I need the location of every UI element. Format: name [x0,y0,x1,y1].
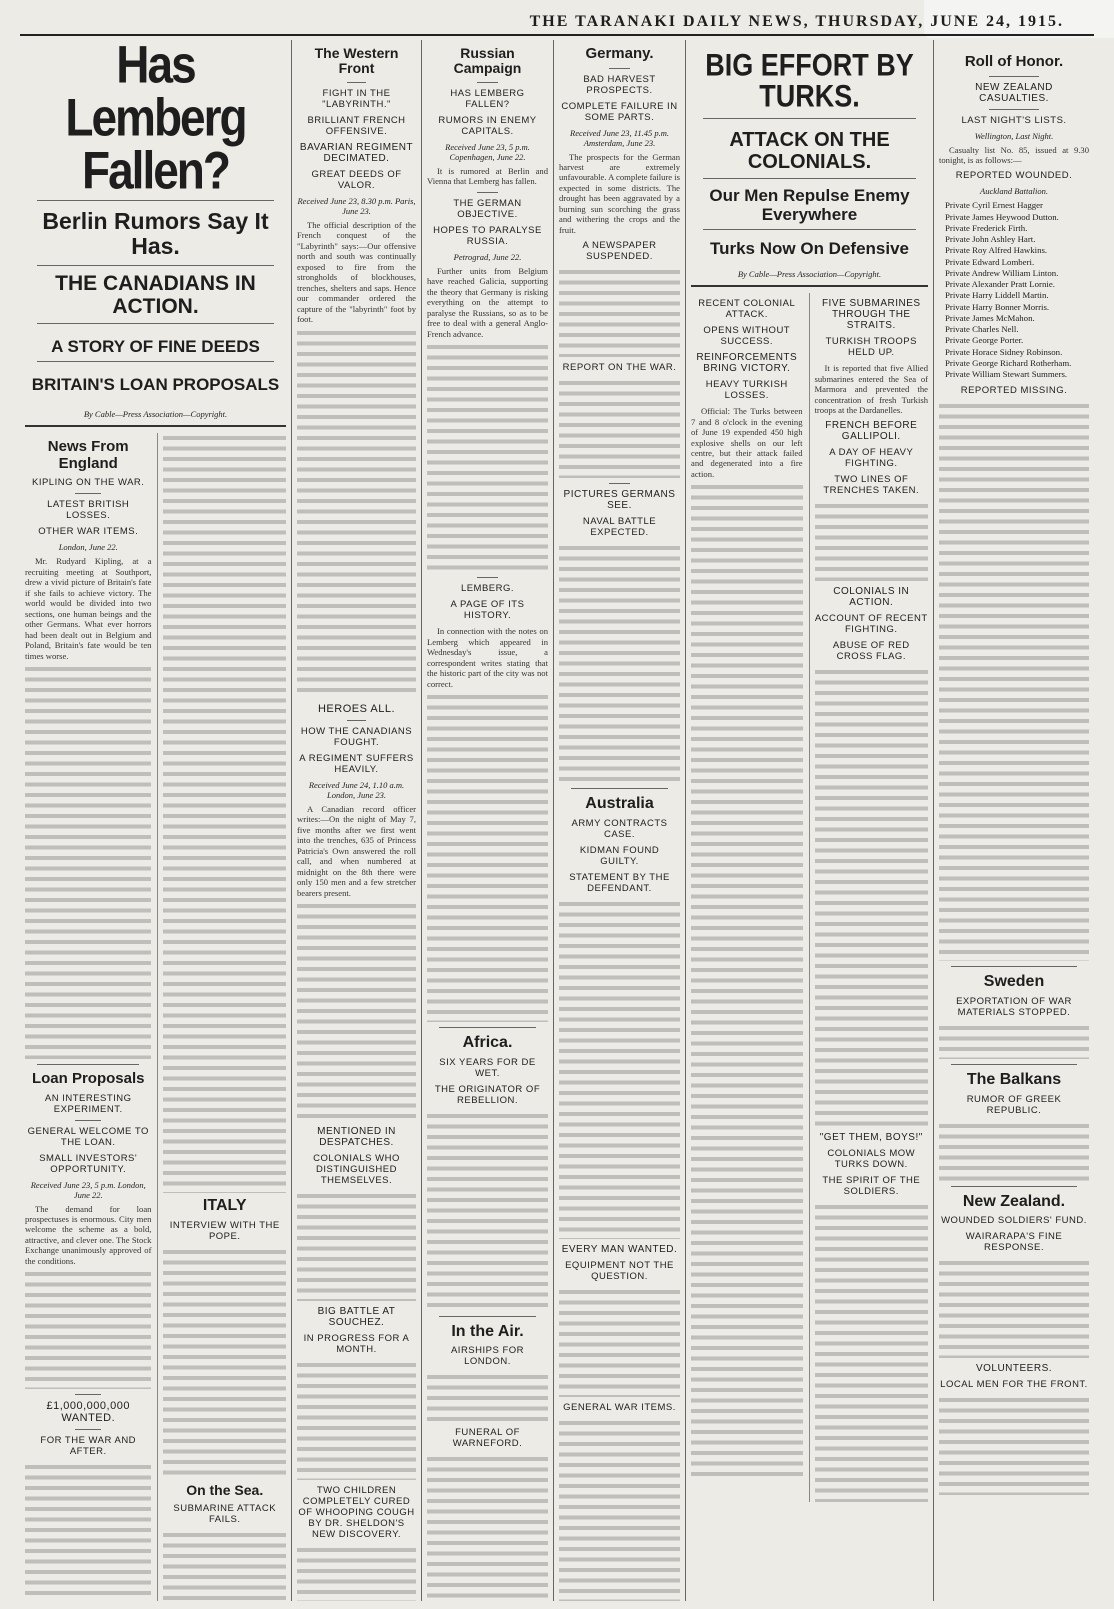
article-paragraph: A Canadian record officer writes:—On the night of May 7, five months after we first went into the trenches, 635 of Princess Patricia's Own answered the roll call, and when numbered at midnight on the 8th there were only 150 men and a few stretcher bearers present. [297,803,416,898]
subhead-heavy-fighting: A DAY OF HEAVY FIGHTING. [829,447,914,470]
subhead-equipment: EQUIPMENT NOT THE QUESTION. [565,1259,674,1282]
article-paragraph: It is rumored at Berlin and Vienna that Lemberg has fallen. [427,165,548,187]
battalion-label: Auckland Battalion. [980,186,1048,197]
text-block [939,1023,1089,1059]
subcolumn-left [691,293,803,1502]
masthead [20,6,1094,36]
article-paragraph: The official description of the French conquest of the "Labyrinth" says:—Our offensive north and south was continually exposed to fire from the strongholds of blockhouses, trenches, shelters and saps. Hence our commander ordered the capture of the "labyrinth" foot by foot. [297,219,416,325]
casualty-name: Private Roy Alfred Hawkins. [945,245,1048,256]
headline-germany: Germany. [585,45,654,62]
subcolumn-left [25,433,151,1601]
article-paragraph: Casualty list No. 85, issued at 9.30 tonight, is as follows:— [939,144,1089,165]
deck-headline-3: A STORY OF FINE DEEDS [51,336,260,356]
subhead-welcome: GENERAL WELCOME TO THE LOAN. [27,1125,149,1148]
article-paragraph: Official: The Turks between 7 and 8 o'clock in the evening of June 19 expended 450 high explosive shells on our left centre, but their attack failed and degenerated into a fire action. [691,406,803,479]
subhead-contracts: ARMY CONTRACTS CASE. [571,817,668,840]
text-block [815,501,928,581]
subhead-regiment: A REGIMENT SUFFERS HEAVILY. [299,752,414,775]
banner-headline: Has Lemberg Fallen? [65,40,246,200]
text-block [559,543,680,783]
subhead-submarines: FIVE SUBMARINES THROUGH THE STRAITS. [821,298,921,332]
subhead-recent-attack: RECENT COLONIAL ATTACK. [698,298,796,321]
text-block [163,1247,286,1477]
subhead-kipling: KIPLING ON THE WAR. [32,477,145,489]
headline-attack-colonials: ATTACK ON THE COLONIALS. [729,129,890,173]
subhead-opens: OPENS WITHOUT SUCCESS. [703,325,791,348]
subhead-reinforcements: REINFORCEMENTS BRING VICTORY. [696,352,798,375]
subhead-red-cross: ABUSE OF RED CROSS FLAG. [832,640,910,663]
text-block [559,1287,680,1397]
casualty-name: Private Andrew William Linton. [945,267,1059,278]
subhead-canadians: HOW THE CANADIANS FOUGHT. [300,725,413,748]
subhead-whooping: TWO CHILDREN COMPLETELY CURED OF WHOOPING COUGH BY DR. SHELDON'S NEW DISCOVERY. [298,1484,415,1540]
subhead-rebellion: THE ORIGINATOR OF REBELLION. [434,1083,541,1106]
headline-russian-campaign: Russian Campaign [453,45,522,77]
text-block [25,1269,151,1389]
subhead-warneford: FUNERAL OF WARNEFORD. [452,1427,523,1450]
subhead-lists: LAST NIGHT'S LISTS. [961,114,1067,126]
dateline: Received June 23, 8.30 p.m. Paris, June 23. [297,195,416,216]
subhead-wairarapa: WAIRARAPA'S FINE RESPONSE. [965,1231,1063,1254]
article-paragraph: Further units from Belgium have reached Galicia, supporting the theory that Germany is risking everything on the attempt to paralyse the Russians, so as to be free to deal with a general Anglo-French advance. [427,265,548,339]
subhead-heroes: HEROES ALL. [317,702,396,715]
text-block [815,1202,928,1502]
article-paragraph: It is reported that five Allied submarines entered the Sea of Marmora and prevented the concentration of fresh Turkish troops at the Dardanelles. [814,363,928,415]
casualty-name: Private James McMahon. [945,312,1035,323]
casualty-name: Private William Stewart Summers. [945,369,1068,380]
subhead-missing: REPORTED MISSING. [960,385,1068,397]
column-turks [686,40,934,1601]
subhead-paralyse: HOPES TO PARALYSE RUSSIA. [433,224,542,247]
headline-on-the-sea: On the Sea. [186,1481,264,1498]
subhead-soldiers-fund: WOUNDED SOLDIERS' FUND. [941,1215,1087,1227]
dateline: Received June 23, 11.45 p.m. Amsterdam, June 23. [570,127,669,148]
subhead-page-history: A PAGE OF ITS HISTORY. [450,599,525,622]
subhead-billion: £1,000,000,000 WANTED. [46,1400,130,1425]
column-roll-of-honor [934,40,1094,1601]
subhead-souchez: BIG BATTLE AT SOUCHEZ. [317,1305,396,1328]
casualty-name: Private George Richard Rotherham. [945,357,1072,368]
casualty-list [939,200,1089,380]
headline-news-from-england: News From England [47,438,129,472]
casualty-name: Private Horace Sidney Robinson. [945,346,1063,357]
subhead-lemberg-history: LEMBERG. [460,583,515,595]
text-block [297,1360,416,1480]
casualty-name: Private George Porter. [945,335,1024,346]
byline: By Cable—Press Association—Copyright. [83,409,228,420]
subhead-naval: NAVAL BATTLE EXPECTED. [582,516,657,539]
subhead-harvest: BAD HARVEST PROSPECTS. [583,73,656,96]
casualty-name: Private Frederick Firth. [945,222,1028,233]
headline-in-the-air: In the Air. [451,1322,524,1340]
text-block [939,1258,1089,1358]
dateline: Wellington, Last Night. [974,130,1054,141]
text-block [427,1454,548,1601]
subhead-newspaper: A NEWSPAPER SUSPENDED. [582,240,657,263]
text-block [559,267,680,357]
subhead-despatches: MENTIONED IN DESPATCHES. [317,1125,396,1148]
subhead-losses: HEAVY TURKISH LOSSES. [705,379,788,402]
subhead-trenches-taken: TWO LINES OF TRENCHES TAKEN. [823,474,920,497]
subhead-pictures: PICTURES GERMANS SEE. [563,489,676,512]
subhead-bavarian: BAVARIAN REGIMENT DECIMATED. [299,141,414,164]
column-russian-campaign [422,40,554,1601]
text-block [559,378,680,478]
subhead-other: OTHER WAR ITEMS. [38,526,139,538]
headline-africa: Africa. [462,1034,513,1052]
headline-loan-proposals: Loan Proposals [31,1070,145,1087]
subhead-exportation: EXPORTATION OF WAR MATERIALS STOPPED. [956,996,1072,1019]
casualty-name: Private Edward Lomberi. [945,256,1035,267]
dateline: Petrograd, June 22. [453,251,522,262]
casualty-name: Private Harry Liddell Martin. [945,290,1049,301]
casualty-name: Private Charles Nell. [945,324,1019,335]
headline-western-front: The Western Front [314,45,399,77]
casualty-name: Private Harry Bonner Morris. [945,301,1050,312]
headline-repulse: Our Men Repulse Enemy Everywhere [709,186,910,224]
subhead-held-up: TURKISH TROOPS HELD UP. [825,336,917,359]
subhead-colonials-action: COLONIALS IN ACTION. [833,586,910,609]
subhead-account: ACCOUNT OF RECENT FIGHTING. [814,613,928,636]
subhead-objective: THE GERMAN OBJECTIVE. [453,197,522,220]
subhead-get-them: "GET THEM, BOYS!" [819,1132,923,1144]
deck-headline-4: BRITAIN'S LOAN PROPOSALS [31,375,280,395]
deck-headline-1: Berlin Rumors Say It Has. [42,208,269,260]
subhead-every-man: EVERY MAN WANTED. [561,1243,678,1255]
subhead-report: REPORT ON THE WAR. [562,362,677,374]
column-lemberg [20,40,292,1601]
subhead-local-men: LOCAL MEN FOR THE FRONT. [940,1379,1088,1391]
subhead-progress: IN PROGRESS FOR A MONTH. [303,1332,410,1355]
subhead-experiment: AN INTERESTING EXPERIMENT. [44,1092,132,1115]
text-block [25,1462,151,1601]
text-block [297,1191,416,1301]
text-block [297,328,416,698]
casualty-name: Private James Heywood Dutton. [945,211,1059,222]
dateline: Received June 23, 5 p.m. Copenhagen, June 22. [445,141,530,162]
subhead-submarine: SUBMARINE ATTACK FAILS. [173,1503,277,1526]
deck-headline-2: THE CANADIANS IN ACTION. [55,271,256,318]
column-western-front [292,40,422,1601]
casualty-name: Private Alexander Pratt Lornie. [945,279,1055,290]
two-column-body [25,433,286,1601]
text-block [559,899,680,1239]
text-block [939,401,1089,961]
headline-sweden: Sweden [983,973,1045,991]
text-block [815,667,928,1127]
subhead-lemberg: HAS LEMBERG FALLEN? [450,87,525,110]
text-block [427,1372,548,1422]
headline-defensive: Turks Now On Defensive [709,239,909,259]
text-block [163,433,286,1193]
headline-big-effort: BIG EFFORT BY TURKS. [705,47,914,114]
subcolumn-right [157,433,286,1601]
dateline: Received June 24, 1.10 a.m. London, June 23. [308,779,405,800]
headline-roll-of-honor: Roll of Honor. [964,53,1064,70]
text-block [939,1121,1089,1181]
subhead-volunteers: VOLUNTEERS. [975,1363,1053,1375]
subhead-french-gallipoli: FRENCH BEFORE GALLIPOLI. [825,420,918,443]
subhead-interview: INTERVIEW WITH THE POPE. [169,1219,280,1242]
subhead-nz-casualties: NEW ZEALAND CASUALTIES. [975,81,1053,104]
dateline: Received June 23, 5 p.m. London, June 22. [30,1179,146,1200]
subhead-mow-down: COLONIALS MOW TURKS DOWN. [827,1148,916,1171]
headline-australia: Australia [585,795,654,813]
subhead-offensive: BRILLIANT FRENCH OFFENSIVE. [307,114,406,137]
two-column-body [691,293,928,1502]
article-paragraph: Mr. Rudyard Kipling, at a recruiting meeting at Southport, drew a vivid picture of Britain's fate if she fails to achieve victory. The world would be divided into two sections, one human beings and the other Germans. What ever horrors had been dealt out in Belgium and Poland, Britain's fate would be ten times worse. [25,556,152,661]
subhead-valor: GREAT DEEDS OF VALOR. [311,168,402,191]
subhead-statement: STATEMENT BY THE DEFENDANT. [569,871,670,894]
article-paragraph: In connection with the notes on Lemberg which appeared in Wednesday's issue, a correspondent writes stating that the historic part of the city was not correct. [427,626,548,689]
masthead-text: THE TARANAKI DAILY NEWS, THURSDAY, JUNE 24, 1915. [529,13,1064,30]
subhead-colonials: COLONIALS WHO DISTINGUISHED THEMSELVES. [313,1152,400,1186]
text-block [297,1545,416,1601]
subhead-greek-republic: RUMOR OF GREEK REPUBLIC. [966,1093,1062,1116]
subhead-airships: AIRSHIPS FOR LONDON. [450,1345,525,1368]
text-block [427,1111,548,1311]
subhead-wounded: REPORTED WOUNDED. [955,170,1073,182]
text-block [691,482,803,1482]
article-paragraph: The prospects for the German harvest are extremely unfavourable. A complete failure is expected in some districts. The drought has been aggravated by a burning sun scorching the grass and withering the crops and the fruit. [559,151,680,235]
subhead-rumors: RUMORS IN ENEMY CAPITALS. [438,114,537,137]
subhead-spirit: THE SPIRIT OF THE SOLDIERS. [822,1175,921,1198]
subhead-general-items: GENERAL WAR ITEMS. [563,1401,676,1413]
dateline: London, June 22. [58,542,118,553]
headline-italy: ITALY [202,1197,247,1215]
casualty-name: Private John Ashley Hart. [945,234,1036,245]
text-block [427,692,548,1022]
text-block [163,1530,286,1601]
headline-new-zealand: New Zealand. [962,1192,1066,1210]
headline-balkans: The Balkans [966,1071,1062,1089]
text-block [559,1418,680,1601]
column-germany [554,40,686,1601]
text-block [939,1395,1089,1495]
subhead-war: FOR THE WAR AND AFTER. [40,1435,137,1458]
article-paragraph: The demand for loan prospectuses is enormous. City men welcome the scheme as a bold, attractive, and clever one. The Stock Exchange unanimously approved of the conditions. [25,1203,152,1266]
subhead-failure: COMPLETE FAILURE IN SOME PARTS. [561,100,678,123]
subhead-kidman: KIDMAN FOUND GUILTY. [579,844,660,867]
subhead-labyrinth: FIGHT IN THE "LABYRINTH." [322,87,391,110]
text-block [297,901,416,1121]
subhead-de-wet: SIX YEARS FOR DE WET. [439,1056,536,1079]
casualty-name: Private Cyril Ernest Hagger [945,200,1043,211]
subcolumn-right [809,293,928,1502]
text-block [25,664,151,1059]
subhead-investors: SMALL INVESTORS' OPPORTUNITY. [39,1152,138,1175]
subhead-latest: LATEST BRITISH LOSSES. [47,499,130,522]
byline: By Cable—Press Association—Copyright. [737,269,882,280]
text-block [427,342,548,572]
